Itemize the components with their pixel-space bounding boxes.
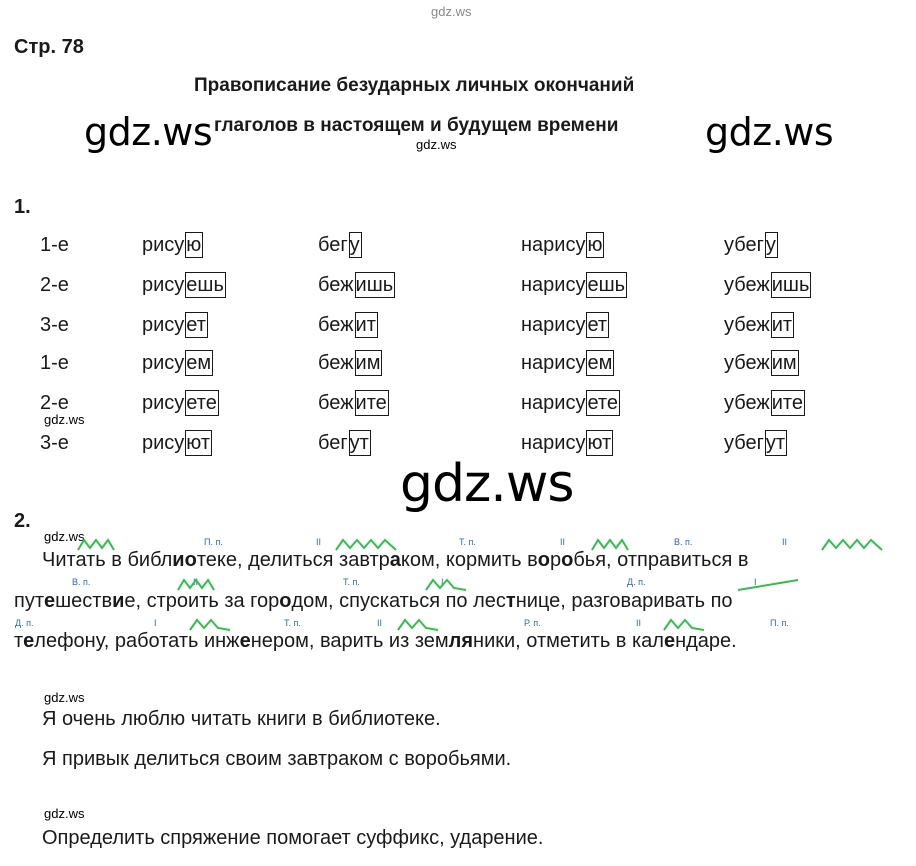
verb-ending: им — [771, 352, 797, 374]
verb-ending: ют — [186, 432, 211, 454]
verb-stem: убег — [724, 234, 764, 256]
predicate-mark — [178, 578, 214, 592]
verb-ending: ю — [587, 234, 603, 256]
sentence-1: Я очень люблю читать книги в библиотеке. — [42, 708, 441, 730]
verb-stem: рису — [142, 234, 185, 256]
verb-form — [142, 390, 219, 420]
verb-stem: рису — [142, 352, 185, 374]
verb-ending: ите — [355, 392, 387, 414]
verb-ending: ут — [765, 432, 786, 454]
verb-ending: ете — [587, 392, 618, 414]
verb-stem: беж — [318, 352, 354, 374]
verb-stem: беж — [318, 392, 354, 414]
case-label: В. п. — [72, 577, 91, 587]
watermark-left: gdz.ws — [84, 110, 213, 154]
verb-stem: беж — [318, 274, 354, 296]
exercise-1-number: 1. — [14, 196, 31, 218]
case-label: Т. п. — [284, 618, 301, 628]
verb-stem: нарису — [521, 352, 586, 374]
person-label: 3-е — [40, 314, 69, 336]
verb-form — [521, 350, 614, 380]
verb-form — [142, 430, 212, 460]
conjugation-label: II — [377, 618, 383, 628]
title-line-1: Правописание безударных личных окончаний — [194, 75, 635, 96]
case-label: Р. п. — [524, 618, 541, 628]
verb-ending: ем — [186, 352, 212, 374]
predicate-mark — [398, 618, 438, 632]
verb-ending: ете — [186, 392, 217, 414]
verb-form — [724, 350, 799, 380]
predicate-mark — [78, 538, 114, 552]
verb-ending: ут — [349, 432, 369, 454]
verb-stem: убеж — [724, 314, 770, 336]
predicate-mark — [336, 538, 396, 552]
verb-stem: нарису — [521, 234, 586, 256]
verb-ending: ешь — [186, 274, 224, 296]
verb-stem: бег — [318, 234, 348, 256]
verb-form — [142, 312, 208, 342]
verb-stem: рису — [142, 392, 185, 414]
verb-form — [521, 232, 604, 262]
verb-form — [318, 350, 382, 380]
verb-form — [521, 312, 609, 342]
case-label: П. п. — [204, 537, 223, 547]
page-label: Стр. 78 — [14, 36, 84, 58]
watermark-table: gdz.ws — [44, 412, 85, 427]
verb-form — [724, 312, 794, 342]
verb-stem: рису — [142, 314, 185, 336]
case-label: Т. п. — [459, 537, 476, 547]
case-label: П. п. — [770, 618, 789, 628]
watermark-ex2: gdz.ws — [44, 529, 85, 544]
verb-ending: ет — [587, 314, 608, 336]
verb-form — [724, 390, 805, 420]
verb-form — [521, 390, 620, 420]
verb-ending: у — [765, 234, 776, 256]
verb-ending: ет — [186, 314, 206, 336]
verb-stem: нарису — [521, 392, 586, 414]
verb-ending: ешь — [587, 274, 626, 296]
verb-ending: им — [355, 352, 381, 374]
conjugation-label: II — [782, 537, 788, 547]
conjugation-label: I — [754, 577, 757, 587]
verb-form — [724, 430, 787, 460]
person-label: 1-е — [40, 234, 69, 256]
verb-form — [318, 430, 371, 460]
case-label: Д. п. — [15, 618, 34, 628]
verb-form — [142, 272, 226, 302]
verb-stem: рису — [142, 274, 185, 296]
phrase-line-2: путешествие, строить за городом, спускаться по лестнице, разговаривать по — [14, 590, 733, 612]
watermark-conclusion: gdz.ws — [44, 806, 85, 821]
verb-stem: убеж — [724, 392, 770, 414]
conclusion: Определить спряжение помогает суффикс, ударение. — [42, 827, 544, 849]
verb-stem: убеж — [724, 352, 770, 374]
verb-ending: ишь — [771, 274, 810, 296]
verb-ending: ите — [771, 392, 803, 414]
watermark-top: gdz.ws — [431, 4, 472, 19]
conjugation-label: II — [636, 618, 642, 628]
person-label: 1-е — [40, 352, 69, 374]
verb-stem: беж — [318, 314, 354, 336]
person-label: 2-е — [40, 392, 69, 414]
verb-form — [142, 350, 213, 380]
verb-ending: ит — [355, 314, 376, 336]
verb-stem: бег — [318, 432, 348, 454]
predicate-mark — [738, 578, 798, 592]
watermark-sentences: gdz.ws — [44, 690, 85, 705]
conjugation-label: I — [154, 618, 157, 628]
verb-ending: ют — [587, 432, 612, 454]
verb-ending: у — [349, 234, 360, 256]
verb-form — [318, 272, 395, 302]
verb-ending: ишь — [355, 274, 394, 296]
conjugation-label: II — [193, 577, 199, 587]
sentence-2: Я привык делиться своим завтраком с воробьями. — [42, 748, 512, 770]
verb-form — [318, 390, 389, 420]
predicate-mark — [664, 618, 704, 632]
verb-stem: нарису — [521, 432, 586, 454]
predicate-mark — [426, 578, 466, 592]
predicate-mark — [822, 538, 882, 552]
conjugation-label: I — [441, 577, 444, 587]
phrase-line-3: телефону, работать инженером, варить из земляники, отметить в календаре. — [14, 630, 737, 652]
verb-form — [724, 272, 811, 302]
verb-ending: ит — [771, 314, 793, 336]
verb-form — [724, 232, 778, 262]
verb-form — [318, 312, 378, 342]
case-label: Т. п. — [343, 577, 360, 587]
verb-stem: убег — [724, 432, 764, 454]
exercise-2-number: 2. — [14, 510, 31, 532]
conjugation-label: II — [316, 537, 322, 547]
predicate-mark — [190, 618, 230, 632]
verb-stem: нарису — [521, 314, 586, 336]
phrase-line-1: Читать в библиотеке, делиться завтраком, кормить воробья, отправиться в — [42, 549, 749, 571]
verb-stem: убеж — [724, 274, 770, 296]
watermark-right: gdz.ws — [705, 110, 834, 154]
case-label: В. п. — [674, 537, 693, 547]
title-line-2: глаголов в настоящем и будущем времени — [214, 115, 619, 136]
verb-stem: нарису — [521, 274, 586, 296]
person-label: 2-е — [40, 274, 69, 296]
verb-form — [142, 232, 203, 262]
verb-form — [521, 430, 613, 460]
verb-form — [318, 232, 362, 262]
watermark-center: gdz.ws — [400, 454, 574, 514]
verb-stem: рису — [142, 432, 185, 454]
case-label: Д. п. — [627, 577, 646, 587]
person-label: 3-е — [40, 432, 69, 454]
verb-ending: ем — [587, 352, 613, 374]
verb-ending: ю — [186, 234, 202, 256]
predicate-mark — [592, 538, 628, 552]
verb-form — [521, 272, 627, 302]
conjugation-label: II — [560, 537, 566, 547]
watermark-title: gdz.ws — [416, 137, 457, 152]
